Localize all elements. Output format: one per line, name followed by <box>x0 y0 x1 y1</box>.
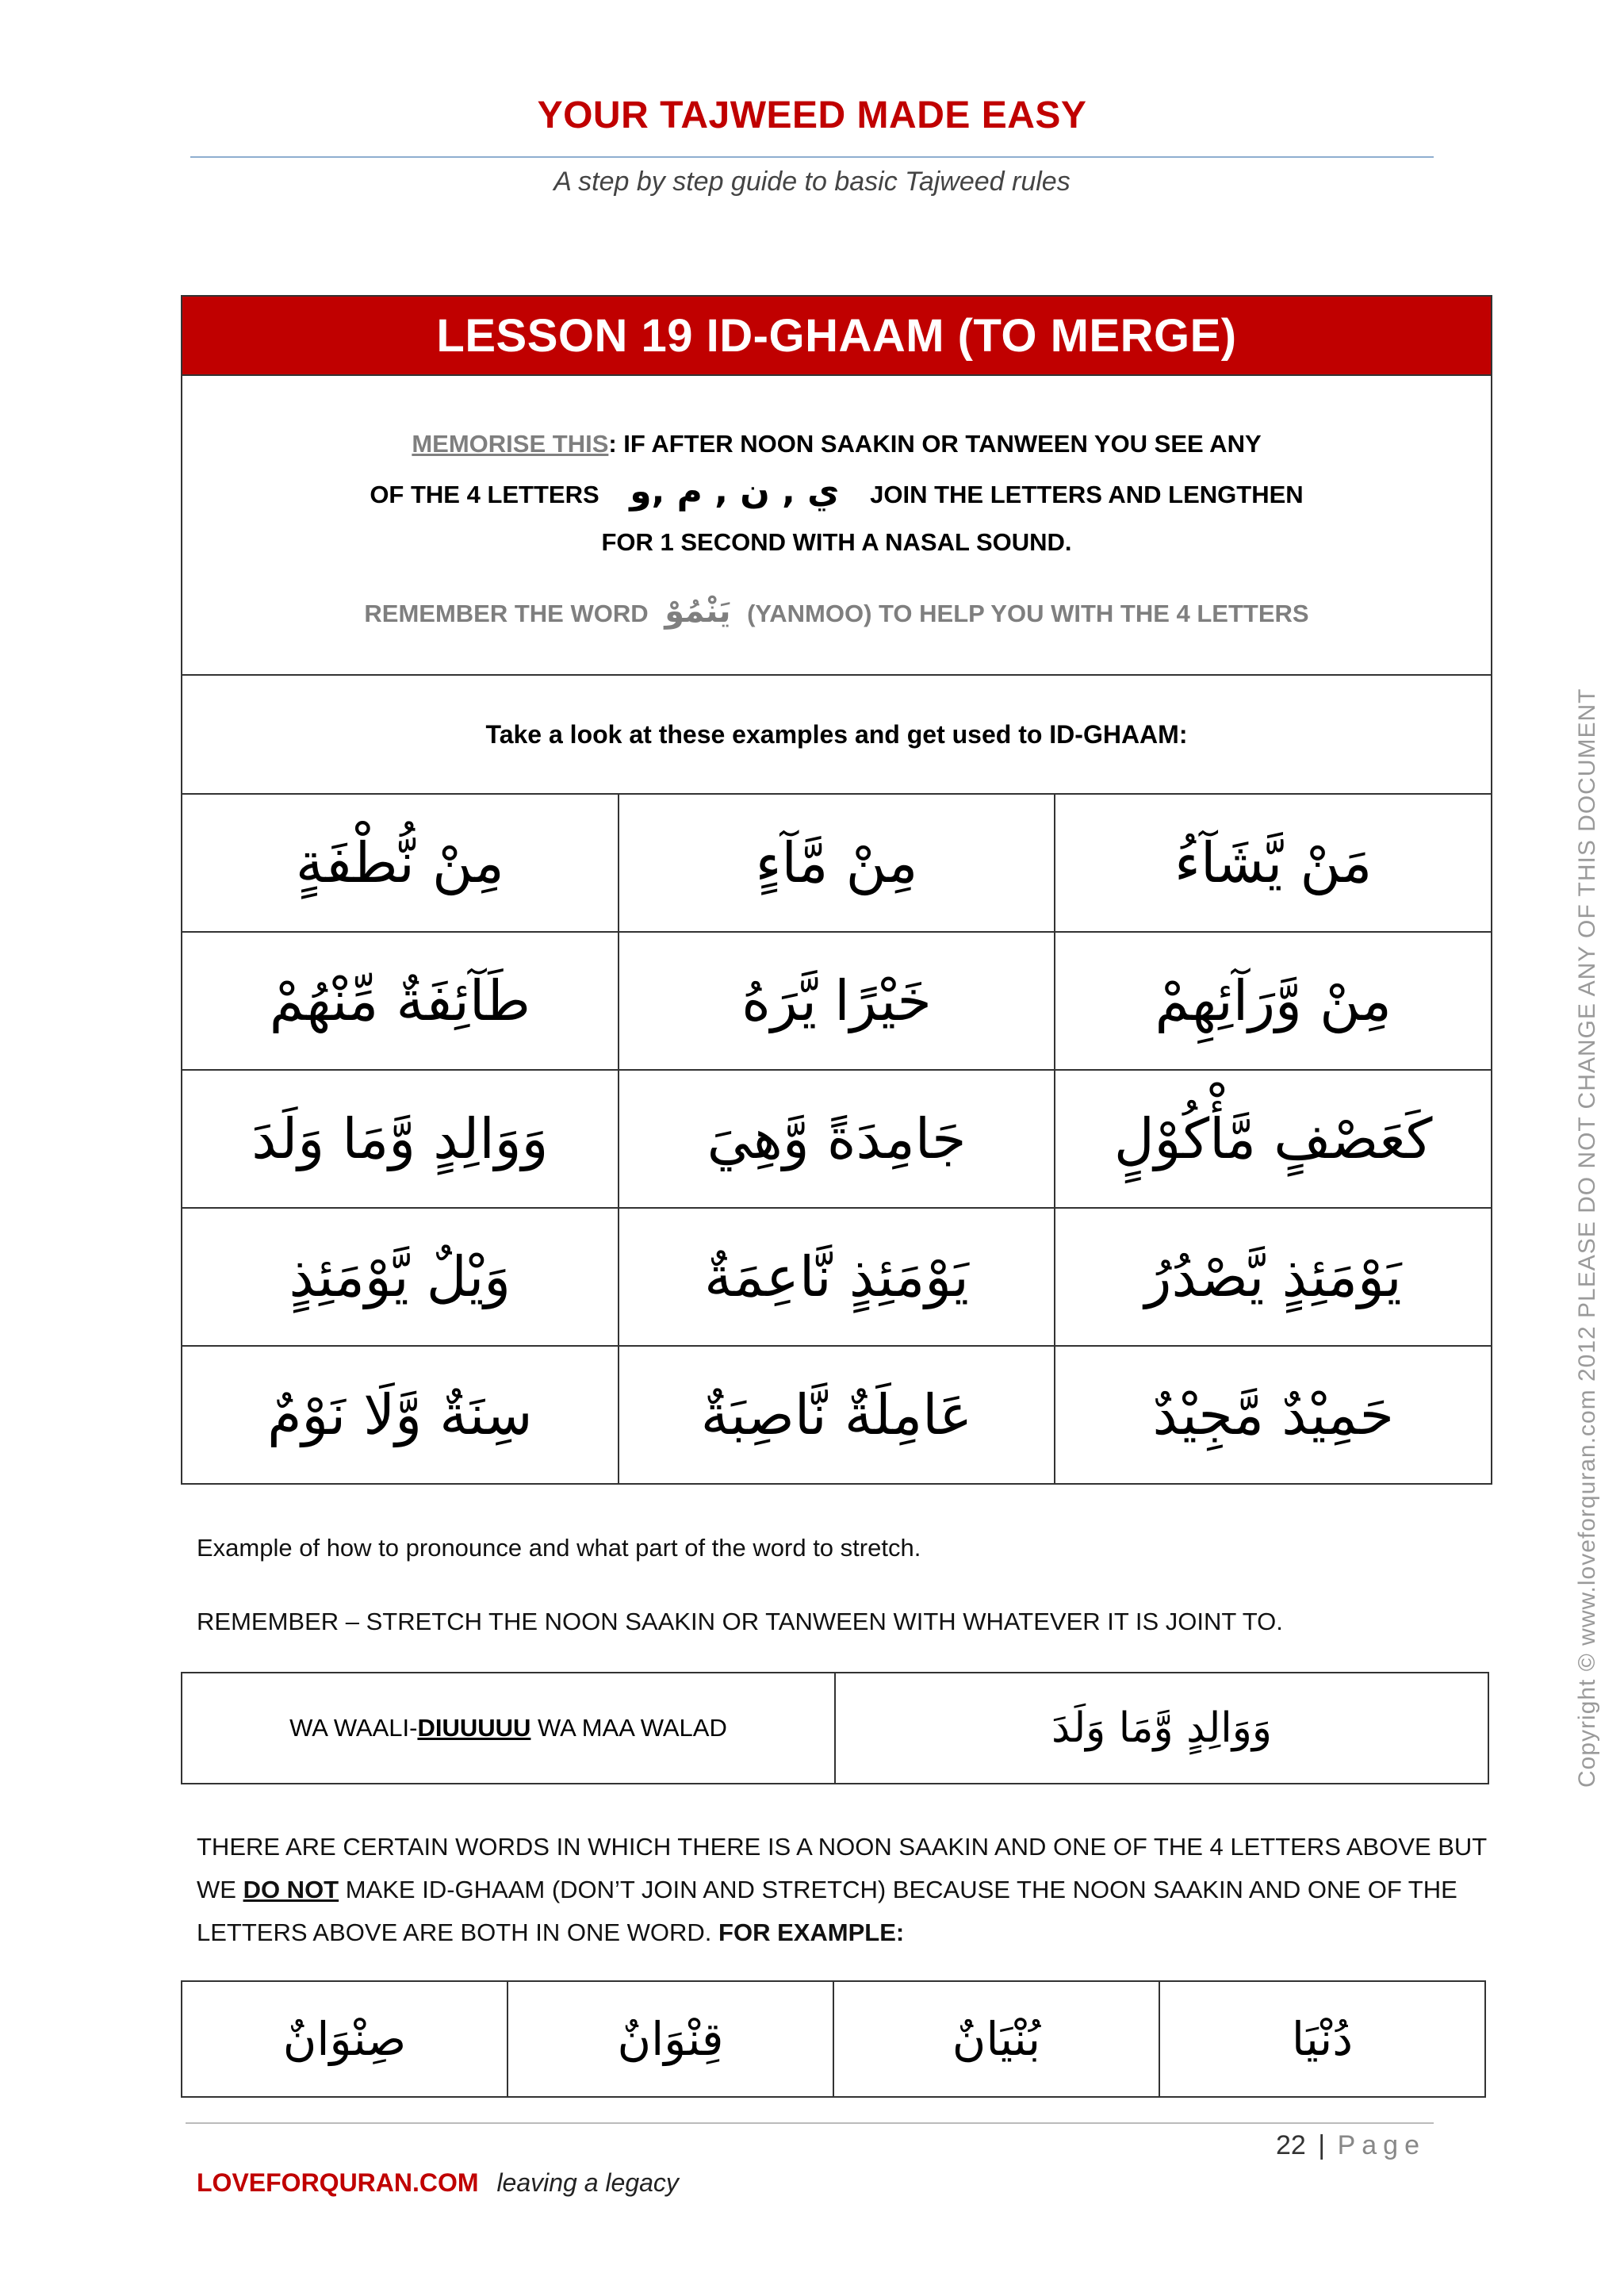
document-subtitle: A step by step guide to basic Tajweed rules <box>553 167 1071 197</box>
footer-tagline: leaving a legacy <box>496 2168 679 2197</box>
arabic-letters: ي , ن , م ,و <box>630 471 840 512</box>
pronunciation-remember: REMEMBER – STRETCH THE NOON SAAKIN OR TANWEEN WITH WHATEVER IT IS JOINT TO. <box>197 1608 1283 1635</box>
example-row <box>182 932 1492 1070</box>
transliteration-cell <box>182 1673 835 1784</box>
transliteration-stretch: DIUUUUU <box>417 1714 531 1742</box>
example-cell: وَيْلٌ يَّوْمَئِذٍ <box>182 1208 619 1346</box>
example-row <box>182 794 1492 932</box>
exception-text-1: THERE ARE CERTAIN WORDS IN WHICH THERE IS A NOON SAAKIN AND ONE OF THE 4 LETTERS ABOVE BUT WE <box>197 1833 1487 1903</box>
remember-text-a: REMEMBER THE WORD <box>364 600 649 627</box>
side-copyright-notice: Copyright © www.loveforquran.com 2012 PLEASE DO NOT CHANGE ANY OF THIS DOCUMENT <box>1574 688 1600 1788</box>
example-cell: جَامِدَةً وَّهِيَ <box>619 1070 1055 1208</box>
footer-site: LOVEFORQURAN.COM <box>197 2168 479 2197</box>
example-row <box>182 1346 1492 1484</box>
lesson-heading: LESSON 19 ID-GHAAM (TO MERGE) <box>182 296 1492 375</box>
exception-for-example: FOR EXAMPLE: <box>718 1918 905 1946</box>
example-cell: طَآئِفَةٌ مِّنْهُمْ <box>182 932 619 1070</box>
memorise-line-2 <box>183 468 1490 519</box>
memorise-line-3: FOR 1 SECOND WITH A NASAL SOUND. <box>601 528 1072 556</box>
example-cell: خَيْرًا يَّرَهُ <box>619 932 1055 1070</box>
remember-line <box>183 593 1490 630</box>
memorise-text-1: : IF AFTER NOON SAAKIN OR TANWEEN YOU SEE ANY <box>608 430 1262 458</box>
examples-intro: Take a look at these examples and get used to ID-GHAAM: <box>182 675 1492 794</box>
example-row <box>182 1208 1492 1346</box>
example-cell: كَعَصْفٍ مَّأْكُوْلٍ <box>1055 1070 1492 1208</box>
document-title: YOUR TAJWEED MADE EASY <box>537 94 1087 136</box>
example-row <box>182 1070 1492 1208</box>
exception-word: صِنْوَانٌ <box>182 1981 508 2097</box>
exception-text-2: MAKE ID-GHAAM (DON’T JOIN AND STRETCH) BECAUSE THE NOON SAAKIN AND ONE OF THE LETTERS ABOVE ARE BOTH IN ONE WORD. <box>197 1876 1457 1946</box>
page-number-separator: | <box>1318 2130 1326 2160</box>
pronunciation-intro: Example of how to pronounce and what part of the word to stretch. <box>197 1534 921 1562</box>
example-cell: يَوْمَئِذٍ نَّاعِمَةٌ <box>619 1208 1055 1346</box>
example-cell: مَنْ يَّشَآءُ <box>1055 794 1492 932</box>
exception-word: دُنْيَا <box>1159 1981 1485 2097</box>
memorise-text-2a: OF THE 4 LETTERS <box>370 481 599 508</box>
pronunciation-arabic: وَوَالِدٍ وَّمَا وَلَدَ <box>835 1673 1488 1784</box>
page-number-value: 22 <box>1276 2130 1306 2160</box>
example-cell: عَامِلَةٌ نَّاصِبَةٌ <box>619 1346 1055 1484</box>
pronunciation-table <box>181 1672 1489 1784</box>
title-divider <box>190 156 1434 158</box>
transliteration-b: WA MAA WALAD <box>530 1714 727 1742</box>
exception-paragraph <box>197 1826 1497 1954</box>
footer-divider <box>186 2122 1434 2124</box>
memorise-text-2b: JOIN THE LETTERS AND LENGTHEN <box>870 481 1304 508</box>
memorise-cell <box>182 375 1492 675</box>
footer-brand <box>197 2168 679 2198</box>
memorise-line-1 <box>183 420 1490 468</box>
lesson-table <box>181 295 1492 1485</box>
memorise-label: MEMORISE THIS <box>412 430 609 458</box>
example-cell: وَوَالِدٍ وَّمَا وَلَدَ <box>182 1070 619 1208</box>
example-cell: مِنْ نُّطْفَةٍ <box>182 794 619 932</box>
example-cell: مِنْ وَّرَآئِهِمْ <box>1055 932 1492 1070</box>
exception-word: بُنْيَانٌ <box>833 1981 1159 2097</box>
page-number <box>1276 2130 1426 2161</box>
example-cell: حَمِيْدٌ مَّجِيْدٌ <box>1055 1346 1492 1484</box>
exception-word: قِنْوَانٌ <box>508 1981 833 2097</box>
example-cell: مِنْ مَّآءٍ <box>619 794 1055 932</box>
exception-words-table <box>181 1980 1486 2098</box>
exception-do-not: DO NOT <box>243 1876 339 1903</box>
remember-text-b: (YANMOO) TO HELP YOU WITH THE 4 LETTERS <box>747 600 1309 627</box>
example-cell: يَوْمَئِذٍ يَّصْدُرُ <box>1055 1208 1492 1346</box>
page-label: Page <box>1337 2130 1426 2160</box>
remember-arabic-word: يَنْمُوْ <box>665 593 731 630</box>
example-cell: سِنَةٌ وَّلَا نَوْمٌ <box>182 1346 619 1484</box>
transliteration-a: WA WAALI- <box>289 1714 418 1742</box>
